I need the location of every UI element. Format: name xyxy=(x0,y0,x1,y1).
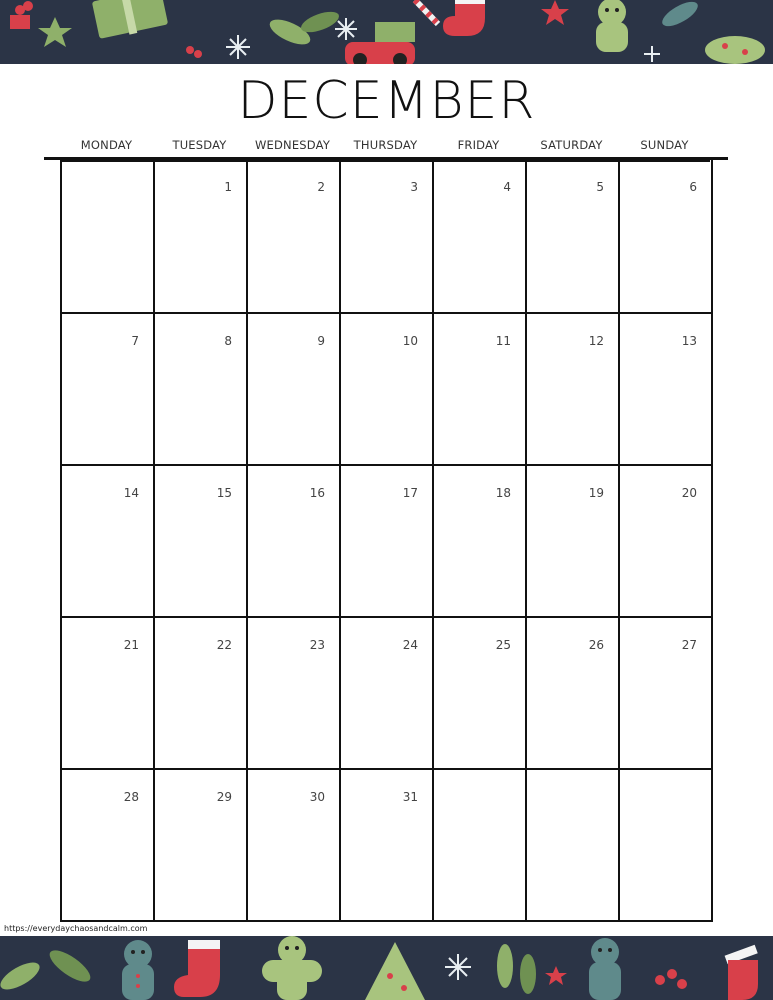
gingerbread-icon xyxy=(122,940,154,1000)
day-cell[interactable] xyxy=(620,314,713,466)
day-cell[interactable] xyxy=(527,314,620,466)
day-cell[interactable] xyxy=(434,160,527,314)
day-cell[interactable] xyxy=(527,160,620,314)
day-number: 21 xyxy=(123,638,139,652)
day-cell[interactable] xyxy=(527,770,620,922)
day-cell[interactable] xyxy=(527,618,620,770)
day-cell[interactable] xyxy=(341,160,434,314)
berries-icon xyxy=(186,46,202,58)
day-number: 17 xyxy=(402,486,418,500)
day-cell[interactable] xyxy=(248,770,341,922)
snowflake-icon xyxy=(226,35,250,59)
month-title: DECEMBER xyxy=(237,71,536,131)
weekday-label: SUNDAY xyxy=(640,138,689,152)
day-number: 4 xyxy=(503,180,511,194)
day-number: 6 xyxy=(689,180,697,194)
gingerbread-icon xyxy=(262,936,322,1000)
day-number: 18 xyxy=(495,486,511,500)
day-cell[interactable] xyxy=(60,466,155,618)
top-decoration-band xyxy=(0,0,773,64)
bottom-decoration-band xyxy=(0,936,773,1000)
berries-icon xyxy=(655,969,687,989)
day-cell[interactable] xyxy=(60,314,155,466)
day-number: 19 xyxy=(588,486,604,500)
day-number: 7 xyxy=(131,334,139,348)
gingerbread-icon xyxy=(589,938,621,1000)
day-cell[interactable] xyxy=(60,160,155,314)
day-number: 3 xyxy=(410,180,418,194)
weekday-label: MONDAY xyxy=(80,138,133,152)
day-number: 2 xyxy=(317,180,325,194)
day-cell[interactable] xyxy=(620,770,713,922)
day-cell[interactable] xyxy=(60,770,155,922)
holly-icon xyxy=(497,944,536,994)
stocking-icon xyxy=(174,940,220,997)
weekday-header xyxy=(60,138,710,156)
day-number: 31 xyxy=(402,790,418,804)
weekday-label: FRIDAY xyxy=(457,138,500,152)
day-cell[interactable] xyxy=(620,160,713,314)
day-number: 15 xyxy=(216,486,232,500)
day-number: 20 xyxy=(681,486,697,500)
snowflake-icon xyxy=(445,954,471,980)
day-cell[interactable] xyxy=(434,618,527,770)
star-icon xyxy=(541,0,569,25)
holly-icon xyxy=(266,8,341,50)
holly-icon xyxy=(10,1,33,29)
day-cell[interactable] xyxy=(248,160,341,314)
day-cell[interactable] xyxy=(434,770,527,922)
day-cell[interactable] xyxy=(341,770,434,922)
tree-icon xyxy=(365,942,425,1000)
holly-icon xyxy=(0,945,95,995)
day-number: 23 xyxy=(309,638,325,652)
day-cell[interactable] xyxy=(527,466,620,618)
day-number: 16 xyxy=(309,486,325,500)
snowflake-icon xyxy=(335,18,357,40)
day-cell[interactable] xyxy=(341,618,434,770)
day-cell[interactable] xyxy=(434,314,527,466)
weekday-label: THURSDAY xyxy=(353,138,418,152)
day-number: 10 xyxy=(402,334,418,348)
day-cell[interactable] xyxy=(620,466,713,618)
stocking-icon xyxy=(725,945,758,1000)
day-cell[interactable] xyxy=(248,466,341,618)
day-cell[interactable] xyxy=(341,314,434,466)
star-icon xyxy=(38,17,72,47)
day-number: 24 xyxy=(402,638,418,652)
day-number: 29 xyxy=(216,790,232,804)
day-cell[interactable] xyxy=(248,314,341,466)
day-cell[interactable] xyxy=(155,160,248,314)
day-number: 5 xyxy=(596,180,604,194)
day-cell[interactable] xyxy=(620,618,713,770)
gingerbread-icon xyxy=(596,0,628,52)
day-number: 25 xyxy=(495,638,511,652)
day-number: 12 xyxy=(588,334,604,348)
day-cell[interactable] xyxy=(155,314,248,466)
weekday-label: TUESDAY xyxy=(172,138,227,152)
gift-icon xyxy=(92,0,168,39)
day-cell[interactable] xyxy=(434,466,527,618)
star-icon xyxy=(545,966,567,985)
day-number: 26 xyxy=(588,638,604,652)
weekday-label: SATURDAY xyxy=(540,138,603,152)
day-number: 28 xyxy=(123,790,139,804)
day-number: 14 xyxy=(123,486,139,500)
day-cell[interactable] xyxy=(155,770,248,922)
snowflake-icon xyxy=(644,46,660,62)
day-number: 8 xyxy=(224,334,232,348)
candy-cane-icon xyxy=(415,0,438,24)
stocking-icon xyxy=(443,0,485,36)
holly-icon xyxy=(659,0,702,31)
source-url: https://everydaychaosandcalm.com xyxy=(4,924,148,933)
day-cell[interactable] xyxy=(155,618,248,770)
day-cell[interactable] xyxy=(60,618,155,770)
tree-icon xyxy=(705,36,765,64)
day-number: 13 xyxy=(681,334,697,348)
day-cell[interactable] xyxy=(341,466,434,618)
day-number: 9 xyxy=(317,334,325,348)
weekday-label: WEDNESDAY xyxy=(254,138,331,152)
day-number: 30 xyxy=(309,790,325,804)
day-number: 22 xyxy=(216,638,232,652)
day-number: 27 xyxy=(681,638,697,652)
calendar-grid xyxy=(60,160,710,922)
day-cell[interactable] xyxy=(155,466,248,618)
day-number: 11 xyxy=(495,334,511,348)
day-number: 1 xyxy=(224,180,232,194)
day-cell[interactable] xyxy=(248,618,341,770)
